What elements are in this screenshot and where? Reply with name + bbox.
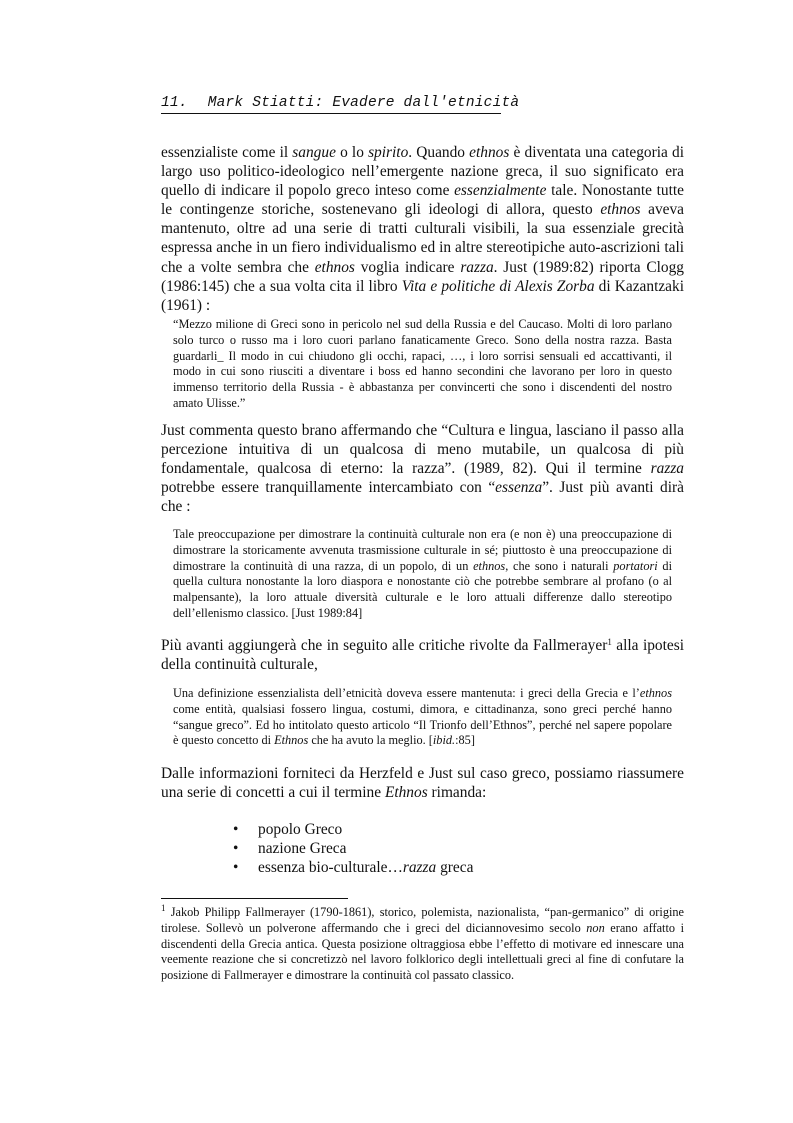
footnote-ref: 1 <box>607 637 612 647</box>
bullet-icon: • <box>233 840 239 858</box>
footnote-number: 1 <box>161 903 166 913</box>
chapter-number: 11. <box>161 95 188 111</box>
paragraph-1: essenzialiste come il sangue o lo spirito. Quando ethnos è diventata una categoria di largo uso politico-ideologico nell’emergente nazione greca, il suo significato era quello di indicare il popolo greco inteso come essenzialmente tale. Nonostante tutte le contingenze storiche, sostenevano gli ideologi di allora, questo ethnos aveva mantenuto, oltre ad una serie di tratti culturali visibili, la sua essenziale grecità espressa anche in un fiero individualismo ed in altre stereotipiche auto-ascrizioni tali che a volte sembra che ethnos voglia indicare razza. Just (1989:82) riporta Clogg (1986:145) che a sua volta cita il libro Vita e politiche di Alexis Zorba di Kazantzaki (1961) : <box>161 144 685 314</box>
block-quote-2: Tale preoccupazione per dimostrare la continuità culturale non era (e non è) una preoccupazione di dimostrare la storicamente avvenuta trasmissione culturale in sé; piuttosto è una preoccupazione di dimostrare la continuità di una razza, di un popolo, di un ethnos, che sono i naturali portatori di quella cultura nonostante la loro diaspora e nonostante ciò che potrebbe sembrare al profano (o al malpensante), la loro attuale diversità culturale e le loro attuali differenze dallo stereotipo dell’ellenismo classico. [Just 1989:84] <box>173 527 672 620</box>
paragraph-4: Dalle informazioni forniteci da Herzfeld e Just sul caso greco, possiamo riassumere una serie di concetti a cui il termine Ethnos rimanda: <box>161 765 684 802</box>
bullet-icon: • <box>233 859 239 877</box>
paragraph-3: Più avanti aggiungerà che in seguito alle critiche rivolte da Fallmerayer$^1$ alla ipotesi della continuità culturale, <box>161 637 685 674</box>
footnote-divider <box>161 898 348 899</box>
list-item: • nazione Greca <box>233 840 347 858</box>
paragraph-2: Just commenta questo brano affermando che “Cultura e lingua, lasciano il passo alla percezione intuitiva di un qualcosa di meno mutabile, un qualcosa di più fondamentale, qualcosa di eterno: la razza”. (1989, 82). Qui il termine razza potrebbe essere tranquillamente intercambiato con “essenza”. Just più avanti dirà che : <box>161 422 684 516</box>
chapter-title: Mark Stiatti: Evadere dall'etnicità <box>207 95 520 111</box>
list-item: • popolo Greco <box>233 821 343 838</box>
block-quote-1: “Mezzo milione di Greci sono in pericolo nel sud della Russia e del Caucaso. Molti di loro parlano solo turco o russo ma i loro cuori parlano fanaticamente Greco. Sono della nostra razza. Basta guardarli_ Il modo in cui chiudono gli occhi, rapaci, …, i loro sorrisi sensuali ed accattivanti, il modo in cui sono riusciti a diventare i boss ed hanno secondini che lavorano per loro in questo immenso territorio della Russia - è abbastanza per convincerti che sono i discendenti del nostro amato Ulisse.” <box>173 317 672 410</box>
running-header <box>161 95 520 114</box>
footnote: $^1$ Jakob Philipp Fallmerayer (1790-1861), storico, polemista, nazionalista, “pan-germanico” di origine tirolese. Sollevò un polverone affermando che i greci del diciannovesimo secolo non erano affatto i discendenti della Grecia antica. Questa posizione oltraggiosa ebbe l’effetto di motivare ed innescare una veemente reazione che si concretizzò nel lavoro folklorico degli intellettuali greci al fine di confutare la posizione di Fallmerayer e dimostrare la continuità col passato classico. <box>161 903 685 983</box>
block-quote-3: Una definizione essenzialista dell’etnicità doveva essere mantenuta: i greci della Grecia e l’ethnos come entità, qualsiasi fossero lingua, costumi, dimora, e cittadinanza, sono greci perché hanno “sangue greco”. Ed ho intitolato questo articolo “Il Trionfo dell’Ethnos”, perché nel sapere popolare è questo concetto di Ethnos che ha avuto la meglio. [ibid.:85] <box>173 686 672 748</box>
list-item: • essenza bio-culturale…razza greca <box>233 859 474 877</box>
bullet-icon: • <box>233 821 239 838</box>
bullet-list <box>233 820 473 878</box>
